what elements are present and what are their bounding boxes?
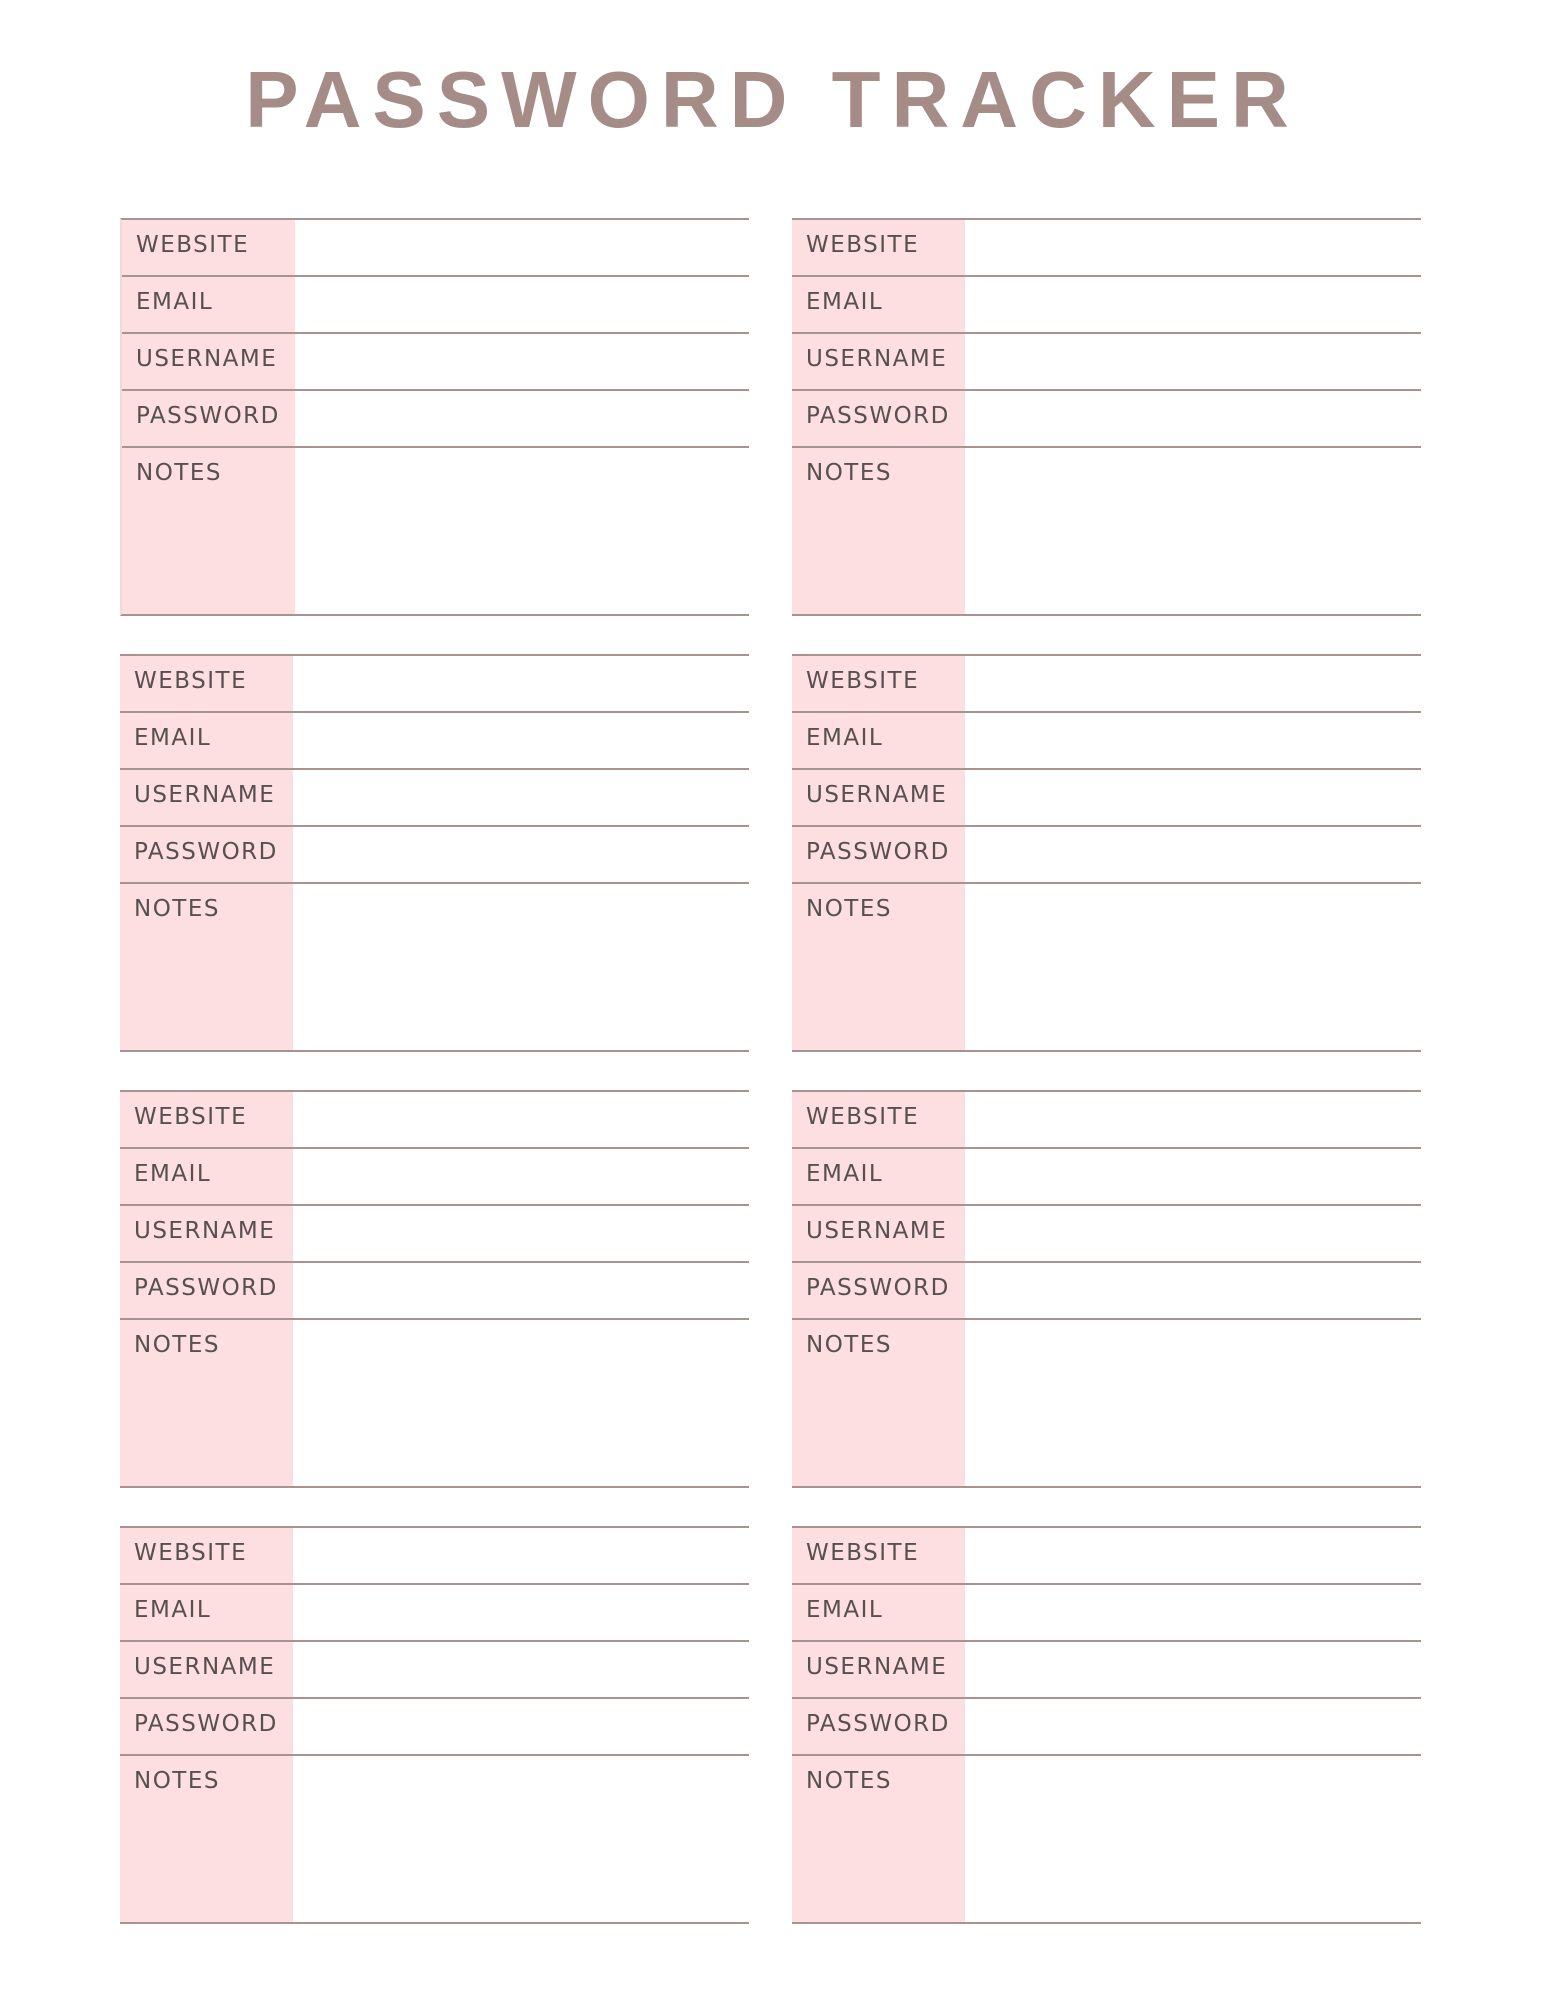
email-field[interactable]: [293, 1149, 749, 1204]
website-field[interactable]: [293, 1528, 749, 1583]
username-row: [120, 1642, 749, 1699]
password-field[interactable]: [295, 391, 749, 446]
email-row: [120, 713, 749, 770]
notes-label: NOTES: [806, 1768, 892, 1794]
email-field[interactable]: [293, 1585, 749, 1640]
notes-row: [792, 1756, 1421, 1922]
website-label: WEBSITE: [806, 668, 920, 694]
password-row: [120, 1263, 749, 1320]
password-field[interactable]: [965, 827, 1421, 882]
email-row: [120, 1149, 749, 1206]
password-field[interactable]: [965, 1699, 1421, 1754]
password-row: [120, 1699, 749, 1756]
password-entry-card: [120, 654, 749, 1052]
notes-row: [792, 1320, 1421, 1486]
email-label: EMAIL: [806, 725, 884, 751]
email-field[interactable]: [965, 1585, 1421, 1640]
website-label: WEBSITE: [136, 232, 250, 258]
email-field[interactable]: [965, 713, 1421, 768]
website-label: WEBSITE: [806, 232, 920, 258]
notes-row: [120, 1320, 749, 1486]
password-label: PASSWORD: [806, 403, 950, 429]
username-row: [120, 770, 749, 827]
username-row: [792, 334, 1421, 391]
username-field[interactable]: [293, 770, 749, 825]
email-label: EMAIL: [806, 289, 884, 315]
username-label: USERNAME: [134, 1654, 276, 1680]
username-field[interactable]: [293, 1206, 749, 1261]
website-row: [120, 656, 749, 713]
notes-field[interactable]: [293, 1320, 749, 1486]
notes-row: [122, 448, 749, 614]
email-label: EMAIL: [806, 1597, 884, 1623]
username-row: [120, 1206, 749, 1263]
password-label: PASSWORD: [806, 839, 950, 865]
username-row: [792, 1206, 1421, 1263]
website-field[interactable]: [965, 1528, 1421, 1583]
notes-label: NOTES: [806, 460, 892, 486]
password-row: [792, 1263, 1421, 1320]
password-label: PASSWORD: [134, 1275, 278, 1301]
username-row: [792, 1642, 1421, 1699]
password-row: [120, 827, 749, 884]
password-entry-card: [792, 218, 1421, 616]
website-row: [792, 1528, 1421, 1585]
username-field[interactable]: [965, 770, 1421, 825]
email-field[interactable]: [965, 277, 1421, 332]
password-row: [792, 391, 1421, 448]
username-label: USERNAME: [806, 782, 948, 808]
notes-row: [120, 1756, 749, 1922]
password-field[interactable]: [293, 1699, 749, 1754]
website-field[interactable]: [293, 1092, 749, 1147]
username-label: USERNAME: [134, 1218, 276, 1244]
website-row: [792, 656, 1421, 713]
username-field[interactable]: [965, 334, 1421, 389]
password-entry-card: [120, 1526, 749, 1924]
username-label: USERNAME: [806, 1654, 948, 1680]
website-field[interactable]: [293, 656, 749, 711]
notes-field[interactable]: [965, 884, 1421, 1050]
password-field[interactable]: [293, 1263, 749, 1318]
website-label: WEBSITE: [806, 1104, 920, 1130]
password-entry-card: [792, 1526, 1421, 1924]
website-row: [792, 220, 1421, 277]
website-label: WEBSITE: [134, 668, 248, 694]
email-row: [120, 1585, 749, 1642]
password-label: PASSWORD: [136, 403, 280, 429]
username-label: USERNAME: [136, 346, 278, 372]
notes-label: NOTES: [134, 896, 220, 922]
notes-field[interactable]: [965, 1756, 1421, 1922]
notes-field[interactable]: [965, 1320, 1421, 1486]
username-field[interactable]: [965, 1206, 1421, 1261]
email-field[interactable]: [293, 713, 749, 768]
website-row: [120, 1092, 749, 1149]
website-field[interactable]: [965, 656, 1421, 711]
username-field[interactable]: [965, 1642, 1421, 1697]
notes-label: NOTES: [806, 896, 892, 922]
username-field[interactable]: [293, 1642, 749, 1697]
website-label: WEBSITE: [134, 1540, 248, 1566]
website-row: [792, 1092, 1421, 1149]
page-title: PASSWORD TRACKER: [245, 55, 1300, 144]
notes-row: [792, 884, 1421, 1050]
password-field[interactable]: [965, 1263, 1421, 1318]
username-field[interactable]: [295, 334, 749, 389]
password-row: [792, 827, 1421, 884]
notes-label: NOTES: [806, 1332, 892, 1358]
username-label: USERNAME: [134, 782, 276, 808]
website-row: [122, 220, 749, 277]
website-field[interactable]: [295, 220, 749, 275]
username-row: [792, 770, 1421, 827]
password-entry-card: [792, 654, 1421, 1052]
notes-row: [120, 884, 749, 1050]
password-row: [122, 391, 749, 448]
password-label: PASSWORD: [134, 1711, 278, 1737]
password-entry-card: [120, 1090, 749, 1488]
email-field[interactable]: [965, 1149, 1421, 1204]
password-entry-card: [120, 218, 749, 616]
notes-label: NOTES: [134, 1768, 220, 1794]
email-label: EMAIL: [134, 1597, 212, 1623]
email-label: EMAIL: [134, 725, 212, 751]
notes-field[interactable]: [293, 884, 749, 1050]
password-label: PASSWORD: [806, 1711, 950, 1737]
email-field[interactable]: [295, 277, 749, 332]
password-field[interactable]: [965, 391, 1421, 446]
notes-label: NOTES: [134, 1332, 220, 1358]
notes-label: NOTES: [136, 460, 222, 486]
website-label: WEBSITE: [806, 1540, 920, 1566]
password-label: PASSWORD: [134, 839, 278, 865]
notes-field[interactable]: [295, 448, 749, 614]
username-label: USERNAME: [806, 346, 948, 372]
email-row: [122, 277, 749, 334]
notes-field[interactable]: [965, 448, 1421, 614]
email-label: EMAIL: [806, 1161, 884, 1187]
website-field[interactable]: [965, 220, 1421, 275]
website-field[interactable]: [965, 1092, 1421, 1147]
email-label: EMAIL: [134, 1161, 212, 1187]
website-row: [120, 1528, 749, 1585]
website-label: WEBSITE: [134, 1104, 248, 1130]
email-row: [792, 277, 1421, 334]
notes-field[interactable]: [293, 1756, 749, 1922]
username-label: USERNAME: [806, 1218, 948, 1244]
email-row: [792, 1585, 1421, 1642]
email-row: [792, 1149, 1421, 1206]
password-label: PASSWORD: [806, 1275, 950, 1301]
password-row: [792, 1699, 1421, 1756]
email-label: EMAIL: [136, 289, 214, 315]
password-entry-card: [792, 1090, 1421, 1488]
notes-row: [792, 448, 1421, 614]
password-field[interactable]: [293, 827, 749, 882]
email-row: [792, 713, 1421, 770]
username-row: [122, 334, 749, 391]
